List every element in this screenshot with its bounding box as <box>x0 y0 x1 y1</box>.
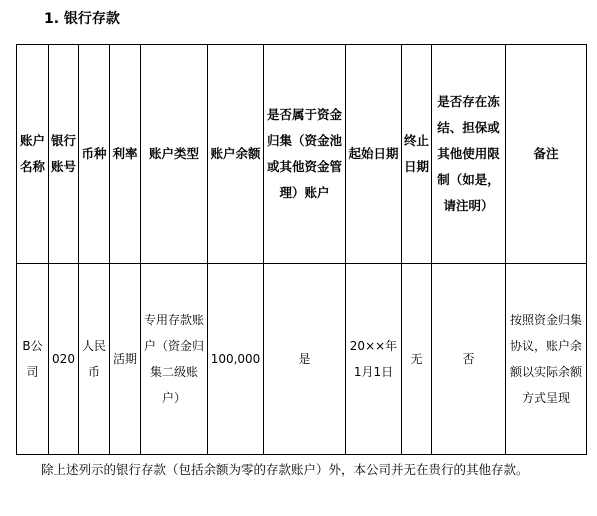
section-title: 1. 银行存款 <box>44 11 120 27</box>
header-balance: 账户余额 <box>208 45 264 264</box>
bank-deposit-table <box>16 44 587 455</box>
cell-start-date: 20××年1月1日 <box>346 264 402 455</box>
header-cash-pooling: 是否属于资金归集（资金池或其他资金管理）账户 <box>264 45 346 264</box>
cell-account-number: 020 <box>49 264 79 455</box>
cell-currency: 人民币 <box>79 264 110 455</box>
cell-restrictions: 否 <box>432 264 506 455</box>
header-account-type: 账户类型 <box>141 45 208 264</box>
cell-account-type: 专用存款账户（资金归集二级账户） <box>141 264 208 455</box>
header-account-name: 账户名称 <box>17 45 49 264</box>
header-end-date: 终止日期 <box>402 45 432 264</box>
header-currency: 币种 <box>79 45 110 264</box>
header-account-number: 银行账号 <box>49 45 79 264</box>
cell-remarks: 按照资金归集协议，账户余额以实际余额方式呈现 <box>506 264 587 455</box>
cell-balance: 100,000 <box>208 264 264 455</box>
cell-end-date: 无 <box>402 264 432 455</box>
header-interest-rate: 利率 <box>110 45 141 264</box>
header-restrictions: 是否存在冻结、担保或其他使用限制（如是，请注明） <box>432 45 506 264</box>
header-start-date: 起始日期 <box>346 45 402 264</box>
summary-note: 除上述列示的银行存款（包括余额为零的存款账户）外，本公司并无在贵行的其他存款。 <box>41 462 529 477</box>
cell-account-name: B公司 <box>17 264 49 455</box>
cell-cash-pooling: 是 <box>264 264 346 455</box>
table-header-row <box>17 45 587 264</box>
header-remarks: 备注 <box>506 45 587 264</box>
cell-interest-rate: 活期 <box>110 264 141 455</box>
table-row <box>17 264 587 455</box>
